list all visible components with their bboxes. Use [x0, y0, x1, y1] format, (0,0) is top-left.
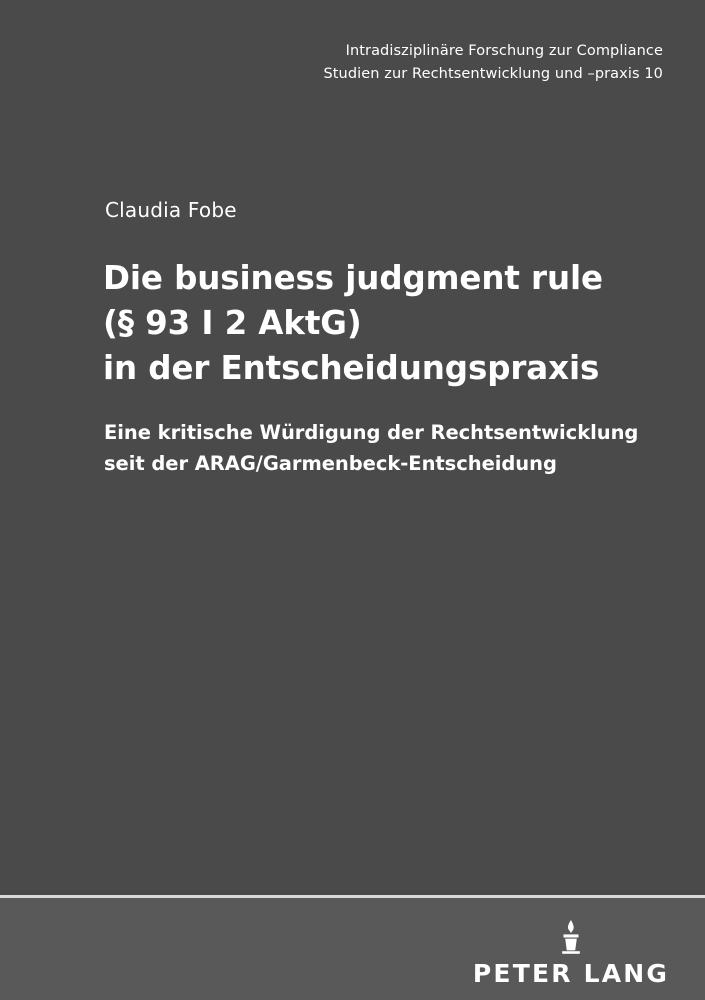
- series-line-1: Intradisziplinäre Forschung zur Compliance: [345, 43, 663, 59]
- peter-lang-torch-logo-icon: [471, 917, 671, 955]
- bottom-band: [0, 898, 705, 1000]
- title-line-2: (§ 93 I 2 AktG): [103, 303, 362, 342]
- book-subtitle: [104, 418, 674, 480]
- title-line-3: in der Entscheidungspraxis: [103, 348, 600, 387]
- series-line-2: Studien zur Rechtsentwicklung und –praxis 10: [323, 66, 663, 83]
- book-title: [103, 256, 663, 391]
- series-info: [323, 40, 663, 87]
- publisher-name: PETER LANG: [472, 959, 670, 988]
- publisher-logo: [471, 917, 671, 988]
- author-name: Claudia Fobe: [105, 198, 237, 222]
- subtitle-line-1: Eine kritische Würdigung der Rechtsentwicklung: [104, 421, 639, 444]
- subtitle-line-2: seit der ARAG/Garmenbeck-Entscheidung: [104, 451, 557, 475]
- title-line-1: Die business judgment rule: [103, 259, 603, 297]
